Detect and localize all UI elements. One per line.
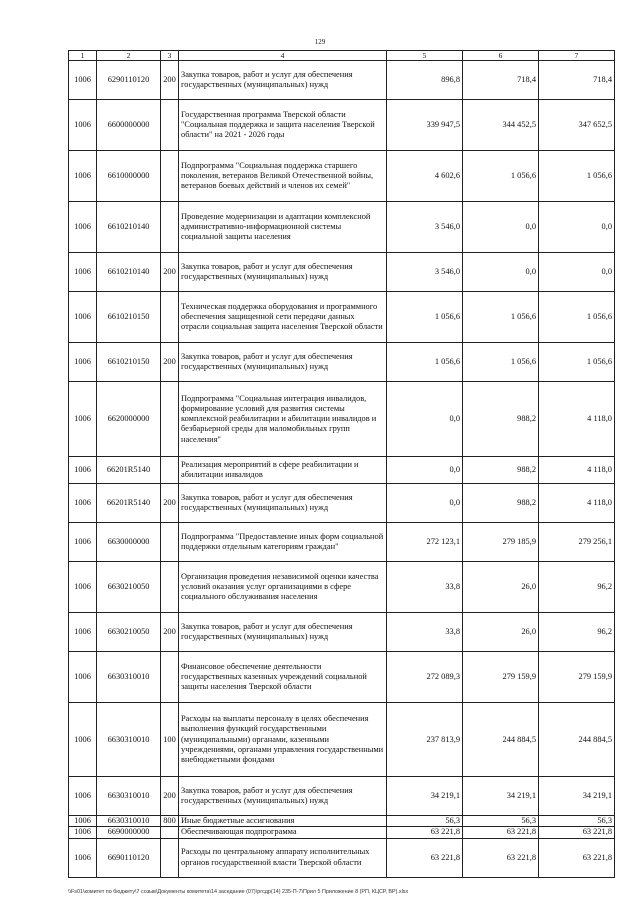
amount-col6-cell: 0,0 (463, 202, 539, 253)
table-row (69, 613, 615, 652)
header-cell: 5 (387, 51, 463, 61)
amount-col7-cell: 63 221,8 (539, 827, 615, 838)
table-row (69, 202, 615, 253)
header-row (69, 51, 615, 61)
amount-col6-cell: 1 056,6 (463, 343, 539, 382)
table-row (69, 652, 615, 703)
section-code-cell: 1006 (69, 202, 97, 253)
section-code-cell: 1006 (69, 613, 97, 652)
item-name-cell: Обеспечивающая подпрограмма (179, 827, 387, 838)
table-row (69, 777, 615, 816)
amount-col5-cell: 33,8 (387, 562, 463, 613)
section-code-cell: 1006 (69, 100, 97, 151)
target-article-code-cell: 6690110120 (97, 838, 161, 877)
section-code-cell: 1006 (69, 703, 97, 777)
table-row (69, 838, 615, 877)
amount-col5-cell: 896,8 (387, 61, 463, 100)
target-article-code-cell: 6630310010 (97, 652, 161, 703)
item-name-cell: Проведение модернизации и адаптации комплексной административно-информационной системы социальной защиты населения (179, 202, 387, 253)
item-name-cell: Закупка товаров, работ и услуг для обеспечения государственных (муниципальных) нужд (179, 613, 387, 652)
expense-type-code-cell (161, 100, 179, 151)
item-name-cell: Закупка товаров, работ и услуг для обеспечения государственных (муниципальных) нужд (179, 61, 387, 100)
header-cell: 4 (179, 51, 387, 61)
amount-col5-cell: 0,0 (387, 457, 463, 484)
amount-col6-cell: 244 884,5 (463, 703, 539, 777)
item-name-cell: Закупка товаров, работ и услуг для обеспечения государственных (муниципальных) нужд (179, 343, 387, 382)
expense-type-code-cell: 100 (161, 703, 179, 777)
amount-col6-cell: 1 056,6 (463, 292, 539, 343)
target-article-code-cell: 6610210150 (97, 343, 161, 382)
budget-table (68, 50, 615, 878)
amount-col6-cell: 56,3 (463, 816, 539, 827)
amount-col7-cell: 1 056,6 (539, 292, 615, 343)
target-article-code-cell: 6630310010 (97, 816, 161, 827)
section-code-cell: 1006 (69, 562, 97, 613)
amount-col7-cell: 244 884,5 (539, 703, 615, 777)
amount-col5-cell: 3 546,0 (387, 253, 463, 292)
section-code-cell: 1006 (69, 523, 97, 562)
target-article-code-cell: 6600000000 (97, 100, 161, 151)
item-name-cell: Расходы по центральному аппарату исполнительных органов государственной власти Тверской области (179, 838, 387, 877)
header-cell: 3 (161, 51, 179, 61)
expense-type-code-cell (161, 202, 179, 253)
amount-col7-cell: 1 056,6 (539, 151, 615, 202)
table-body (69, 61, 615, 878)
expense-type-code-cell (161, 292, 179, 343)
item-name-cell: Закупка товаров, работ и услуг для обеспечения государственных (муниципальных) нужд (179, 484, 387, 523)
target-article-code-cell: 6610210150 (97, 292, 161, 343)
table-row (69, 703, 615, 777)
expense-type-code-cell (161, 382, 179, 457)
section-code-cell: 1006 (69, 484, 97, 523)
amount-col7-cell: 4 118,0 (539, 382, 615, 457)
item-name-cell: Иные бюджетные ассигнования (179, 816, 387, 827)
table-row (69, 61, 615, 100)
amount-col7-cell: 4 118,0 (539, 484, 615, 523)
expense-type-code-cell: 200 (161, 61, 179, 100)
section-code-cell: 1006 (69, 151, 97, 202)
target-article-code-cell: 6630000000 (97, 523, 161, 562)
table-row (69, 292, 615, 343)
expense-type-code-cell: 200 (161, 343, 179, 382)
amount-col6-cell: 279 185,9 (463, 523, 539, 562)
item-name-cell: Подпрограмма "Предоставление иных форм социальной поддержки отдельным категориям граждан" (179, 523, 387, 562)
header-cell: 1 (69, 51, 97, 61)
expense-type-code-cell: 200 (161, 484, 179, 523)
item-name-cell: Техническая поддержка оборудования и программного обеспечения защищенной сети передачи данных отрасли социальная защита населения Тверской области (179, 292, 387, 343)
amount-col6-cell: 718,4 (463, 61, 539, 100)
table-row (69, 382, 615, 457)
amount-col6-cell: 988,2 (463, 484, 539, 523)
amount-col6-cell: 63 221,8 (463, 827, 539, 838)
item-name-cell: Закупка товаров, работ и услуг для обеспечения государственных (муниципальных) нужд (179, 777, 387, 816)
amount-col7-cell: 63 221,8 (539, 838, 615, 877)
amount-col5-cell: 272 123,1 (387, 523, 463, 562)
section-code-cell: 1006 (69, 777, 97, 816)
item-name-cell: Организация проведения независимой оценки качества условий оказания услуг организациями в сфере социального обслуживания населения (179, 562, 387, 613)
amount-col6-cell: 1 056,6 (463, 151, 539, 202)
amount-col5-cell: 339 947,5 (387, 100, 463, 151)
expense-type-code-cell: 200 (161, 613, 179, 652)
header-cell: 7 (539, 51, 615, 61)
item-name-cell: Государственная программа Тверской области "Социальная поддержка и защита населения Тверской области" на 2021 - 2026 годы (179, 100, 387, 151)
section-code-cell: 1006 (69, 61, 97, 100)
amount-col7-cell: 0,0 (539, 253, 615, 292)
amount-col5-cell: 0,0 (387, 382, 463, 457)
expense-type-code-cell (161, 457, 179, 484)
expense-type-code-cell (161, 827, 179, 838)
expense-type-code-cell: 800 (161, 816, 179, 827)
expense-type-code-cell (161, 523, 179, 562)
amount-col7-cell: 96,2 (539, 613, 615, 652)
amount-col7-cell: 96,2 (539, 562, 615, 613)
target-article-code-cell: 6290110120 (97, 61, 161, 100)
section-code-cell: 1006 (69, 838, 97, 877)
table-row (69, 343, 615, 382)
table-row (69, 562, 615, 613)
amount-col6-cell: 0,0 (463, 253, 539, 292)
amount-col5-cell: 237 813,9 (387, 703, 463, 777)
expense-type-code-cell (161, 652, 179, 703)
amount-col6-cell: 344 452,5 (463, 100, 539, 151)
amount-col7-cell: 0,0 (539, 202, 615, 253)
amount-col5-cell: 3 546,0 (387, 202, 463, 253)
amount-col5-cell: 272 089,3 (387, 652, 463, 703)
section-code-cell: 1006 (69, 827, 97, 838)
target-article-code-cell: 6610210140 (97, 202, 161, 253)
target-article-code-cell: 66201R5140 (97, 457, 161, 484)
target-article-code-cell: 6630210050 (97, 613, 161, 652)
amount-col6-cell: 26,0 (463, 562, 539, 613)
amount-col7-cell: 4 118,0 (539, 457, 615, 484)
target-article-code-cell: 6630310010 (97, 777, 161, 816)
item-name-cell: Подпрограмма "Социальная поддержка старшего поколения, ветеранов Великой Отечественной войны, ветеранов боевых действий и членов их семей" (179, 151, 387, 202)
expense-type-code-cell: 200 (161, 253, 179, 292)
amount-col5-cell: 63 221,8 (387, 827, 463, 838)
header-cell: 2 (97, 51, 161, 61)
amount-col6-cell: 988,2 (463, 382, 539, 457)
target-article-code-cell: 6630310010 (97, 703, 161, 777)
amount-col6-cell: 63 221,8 (463, 838, 539, 877)
amount-col5-cell: 0,0 (387, 484, 463, 523)
amount-col7-cell: 279 159,9 (539, 652, 615, 703)
target-article-code-cell: 6690000000 (97, 827, 161, 838)
target-article-code-cell: 6610000000 (97, 151, 161, 202)
table-row (69, 151, 615, 202)
amount-col7-cell: 1 056,6 (539, 343, 615, 382)
amount-col5-cell: 4 602,6 (387, 151, 463, 202)
section-code-cell: 1006 (69, 253, 97, 292)
target-article-code-cell: 66201R5140 (97, 484, 161, 523)
expense-type-code-cell (161, 151, 179, 202)
table-row (69, 827, 615, 838)
amount-col5-cell: 63 221,8 (387, 838, 463, 877)
table-row (69, 457, 615, 484)
target-article-code-cell: 6620000000 (97, 382, 161, 457)
table-row (69, 816, 615, 827)
page-number: 129 (314, 38, 326, 46)
item-name-cell: Финансовое обеспечение деятельности государственных казенных учреждений социальной защиты населения Тверской области (179, 652, 387, 703)
section-code-cell: 1006 (69, 816, 97, 827)
target-article-code-cell: 6610210140 (97, 253, 161, 292)
table-row (69, 523, 615, 562)
amount-col5-cell: 1 056,6 (387, 292, 463, 343)
section-code-cell: 1006 (69, 343, 97, 382)
amount-col7-cell: 34 219,1 (539, 777, 615, 816)
amount-col7-cell: 347 652,5 (539, 100, 615, 151)
expense-type-code-cell (161, 838, 179, 877)
amount-col6-cell: 34 219,1 (463, 777, 539, 816)
amount-col5-cell: 56,3 (387, 816, 463, 827)
expense-type-code-cell: 200 (161, 777, 179, 816)
section-code-cell: 1006 (69, 652, 97, 703)
item-name-cell: Закупка товаров, работ и услуг для обеспечения государственных (муниципальных) нужд (179, 253, 387, 292)
header-cell: 6 (463, 51, 539, 61)
amount-col6-cell: 988,2 (463, 457, 539, 484)
amount-col7-cell: 56,3 (539, 816, 615, 827)
amount-col6-cell: 26,0 (463, 613, 539, 652)
amount-col6-cell: 279 159,9 (463, 652, 539, 703)
section-code-cell: 1006 (69, 382, 97, 457)
section-code-cell: 1006 (69, 457, 97, 484)
target-article-code-cell: 6630210050 (97, 562, 161, 613)
amount-col7-cell: 718,4 (539, 61, 615, 100)
expense-type-code-cell (161, 562, 179, 613)
table-row (69, 100, 615, 151)
amount-col5-cell: 34 219,1 (387, 777, 463, 816)
amount-col5-cell: 33,8 (387, 613, 463, 652)
amount-col5-cell: 1 056,6 (387, 343, 463, 382)
table-row (69, 484, 615, 523)
item-name-cell: Реализация мероприятий в сфере реабилитации и абилитации инвалидов (179, 457, 387, 484)
table-row (69, 253, 615, 292)
item-name-cell: Расходы на выплаты персоналу в целях обеспечения выполнения функций государственными (муниципальными) органами, казенными учреждениями, органами управления государственными внебюджетными фондами (179, 703, 387, 777)
amount-col7-cell: 279 256,1 (539, 523, 615, 562)
item-name-cell: Подпрограмма "Социальная интеграция инвалидов, формирование условий для развития системы комплексной реабилитации и абилитации инвалидов и безбарьерной среды для маломобильных групп населения" (179, 382, 387, 457)
file-path-footer: \\Fs01\комитет по бюджету\7 созыв\Документы комитета\14 заседание (07)\ргсдр(14) 235-П-7\Прил 5 Приложение 8 (РП, КЦСР, ВР).xlsx (68, 889, 409, 895)
section-code-cell: 1006 (69, 292, 97, 343)
